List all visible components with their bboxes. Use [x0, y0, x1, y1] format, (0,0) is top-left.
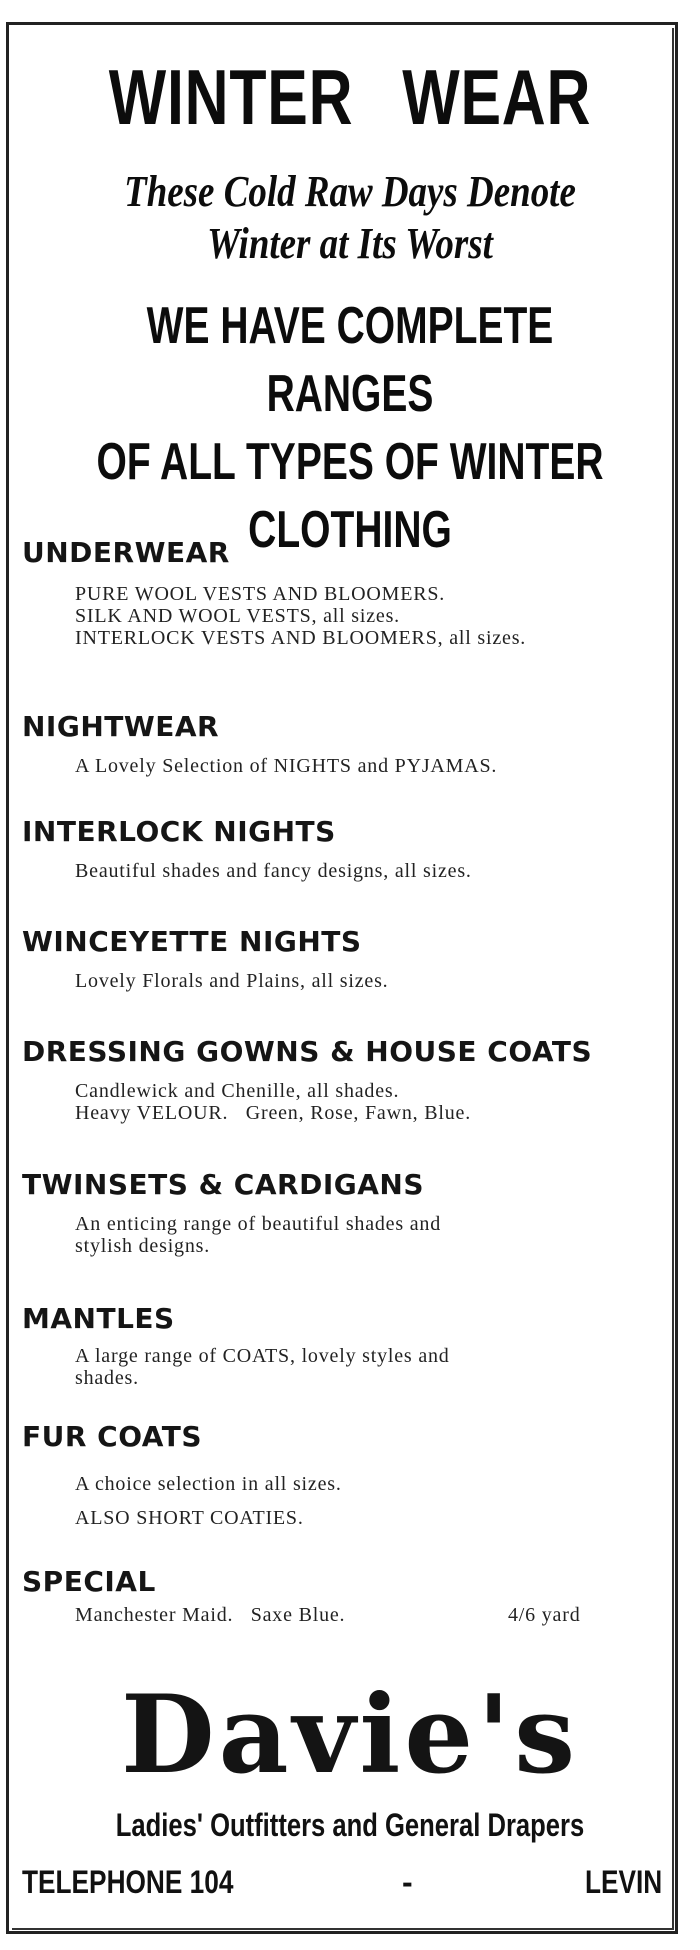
section-line: INTERLOCK VESTS AND BLOOMERS, all sizes.	[75, 627, 527, 649]
section-twinsets-cardigans	[22, 1168, 662, 1257]
store-tagline: Ladies' Outfitters and General Drapers	[115, 1807, 585, 1843]
section-line: An enticing range of beautiful shades and	[75, 1213, 442, 1235]
town-name: LEVIN	[584, 1864, 662, 1900]
section-lines	[75, 755, 662, 777]
section-lines	[75, 1604, 662, 1626]
section-title: FUR COATS	[22, 1420, 203, 1453]
section-line: Candlewick and Chenille, all shades.	[75, 1080, 400, 1102]
footer-separator: -	[402, 1864, 413, 1900]
section-title: INTERLOCK NIGHTS	[22, 815, 336, 848]
section-title: DRESSING GOWNS & HOUSE COATS	[22, 1035, 593, 1068]
section-dressing-gowns	[22, 1035, 662, 1124]
section-title: MANTLES	[22, 1302, 175, 1335]
section-line: SILK AND WOOL VESTS, all sizes.	[75, 605, 400, 627]
section-line: A large range of COATS, lovely styles and	[75, 1345, 450, 1367]
headline-subtitle	[56, 166, 644, 270]
footer	[22, 1864, 662, 1904]
ranges-line-3: CLOTHING	[248, 501, 452, 559]
section-lines	[75, 1080, 662, 1124]
section-line: stylish designs.	[75, 1235, 211, 1257]
subtitle-line-2: Winter at Its Worst	[207, 219, 493, 268]
section-fur-coats	[22, 1420, 662, 1535]
section-title: SPECIAL	[22, 1565, 156, 1598]
section-line: A Lovely Selection of NIGHTS and PYJAMAS.	[75, 755, 498, 777]
section-lines	[75, 583, 662, 649]
section-title: UNDERWEAR	[22, 536, 230, 569]
section-line: Manchester Maid. Saxe Blue.	[75, 1604, 346, 1626]
special-price: 4/6 yard	[508, 1604, 581, 1626]
section-lines	[75, 860, 662, 882]
section-lines	[75, 1467, 662, 1535]
section-underwear	[22, 536, 662, 649]
section-line: A choice selection in all sizes.	[75, 1473, 342, 1495]
section-lines	[75, 1345, 662, 1389]
section-winceyette-nights	[22, 925, 662, 992]
section-lines	[75, 970, 662, 992]
section-title: WINCEYETTE NIGHTS	[22, 925, 362, 958]
section-line: PURE WOOL VESTS AND BLOOMERS.	[75, 583, 446, 605]
section-nightwear	[22, 710, 662, 777]
ranges-statement	[88, 292, 613, 564]
section-line: shades.	[75, 1367, 139, 1389]
telephone-number: TELEPHONE 104	[22, 1864, 234, 1900]
headline-title: WINTER WEAR	[108, 53, 592, 141]
section-interlock-nights	[22, 815, 662, 882]
section-mantles	[22, 1302, 662, 1389]
subtitle-line-1: These Cold Raw Days Denote	[124, 167, 576, 216]
section-special	[22, 1565, 662, 1626]
store-name: Davie's	[121, 1672, 579, 1798]
section-title: NIGHTWEAR	[22, 710, 220, 743]
section-line: Beautiful shades and fancy designs, all sizes.	[75, 860, 472, 882]
section-line: Heavy VELOUR. Green, Rose, Fawn, Blue.	[75, 1102, 472, 1124]
section-lines	[75, 1213, 662, 1257]
ranges-line-1: WE HAVE COMPLETE RANGES	[146, 297, 554, 423]
section-title: TWINSETS & CARDIGANS	[22, 1168, 424, 1201]
section-line: ALSO SHORT COATIES.	[75, 1507, 304, 1529]
section-line: Lovely Florals and Plains, all sizes.	[75, 970, 389, 992]
ranges-line-2: OF ALL TYPES OF WINTER	[96, 433, 604, 491]
